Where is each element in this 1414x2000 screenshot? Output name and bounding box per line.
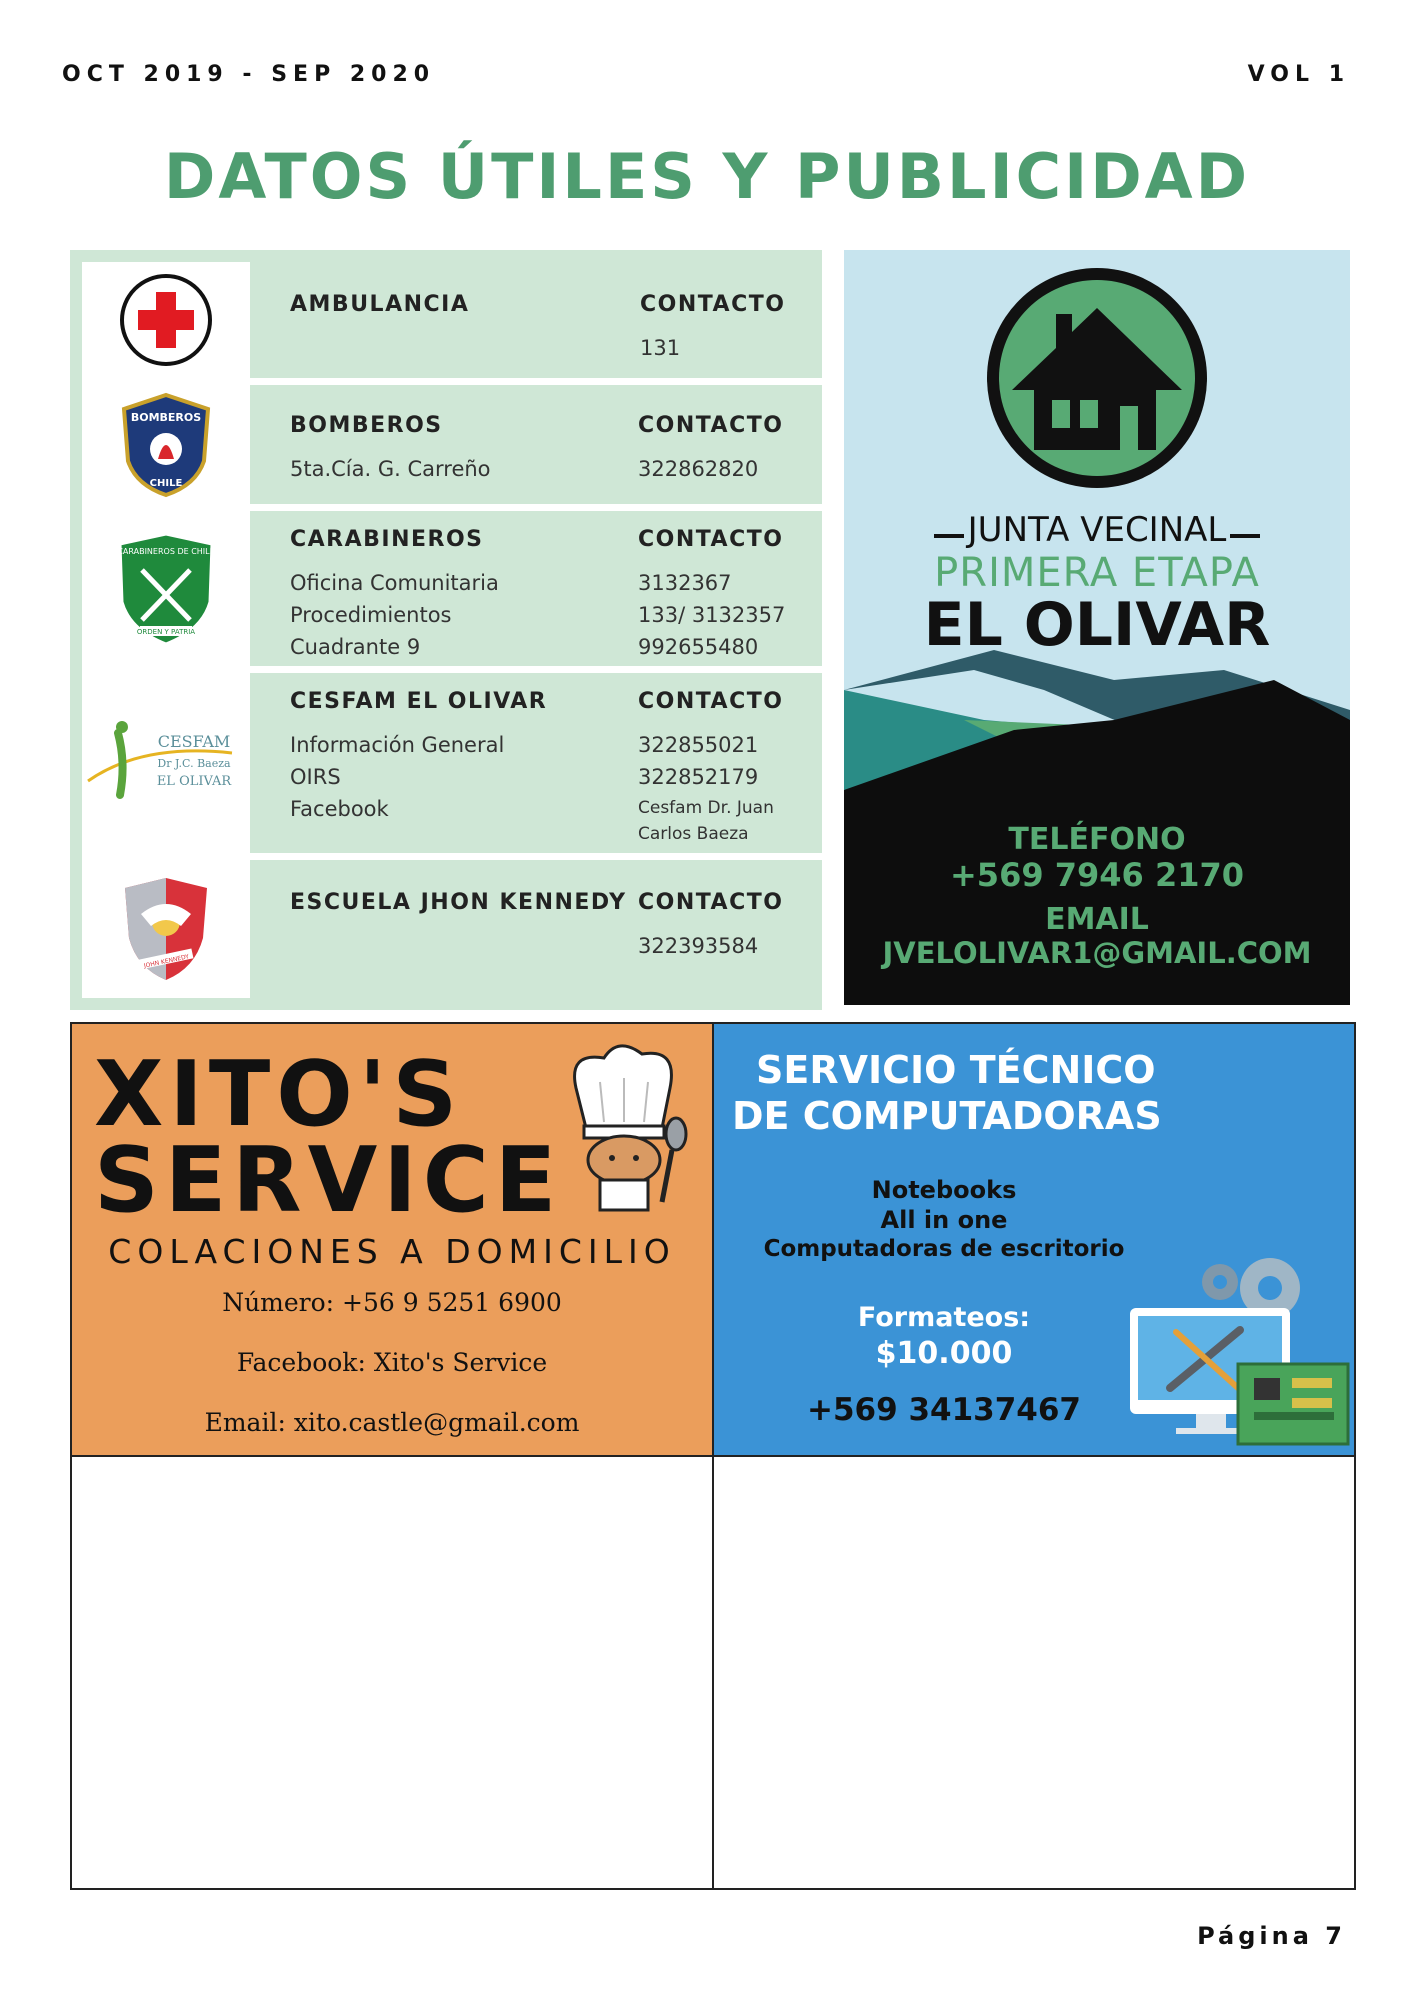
email-label: EMAIL xyxy=(1045,902,1149,937)
xito-title-2: SERVICE xyxy=(94,1128,563,1233)
contact-directory xyxy=(70,250,822,1010)
svg-text:CHILE: CHILE xyxy=(149,477,183,489)
row-divider xyxy=(82,378,822,385)
pc-title-1: SERVICIO TÉCNICO xyxy=(756,1048,1156,1092)
carabineros-shield-icon xyxy=(82,511,250,666)
service-name: AMBULANCIA xyxy=(290,292,470,317)
pc-phone: +569 34137467 xyxy=(806,1392,1082,1428)
service-detail: Facebook xyxy=(290,797,389,821)
contact-note: Carlos Baeza xyxy=(638,824,749,844)
contact-number: 322855021 xyxy=(638,733,759,757)
bomberos-badge-icon xyxy=(82,385,250,504)
junta-vecinal-poster xyxy=(844,250,1350,1005)
svg-text:CARABINEROS DE CHILE: CARABINEROS DE CHILE xyxy=(117,546,215,556)
directory-row-ambulancia xyxy=(82,262,822,378)
contact-number: 992655480 xyxy=(638,635,759,659)
directory-row-escuela xyxy=(82,860,822,998)
service-detail: Cuadrante 9 xyxy=(290,635,421,659)
volume-label: VOL 1 xyxy=(1247,62,1350,87)
grid-horizontal-divider xyxy=(70,1455,1356,1457)
xito-subtitle: COLACIONES A DOMICILIO xyxy=(108,1232,676,1271)
service-detail: Oficina Comunitaria xyxy=(290,571,499,595)
directory-row-cesfam xyxy=(82,673,822,853)
xitos-service-ad xyxy=(72,1024,712,1455)
service-detail: OIRS xyxy=(290,765,341,789)
svg-text:EL OLIVAR: EL OLIVAR xyxy=(156,774,232,789)
pc-item: All in one xyxy=(880,1206,1008,1234)
email-address: JVELOLIVAR1@GMAIL.COM xyxy=(882,936,1312,970)
xito-facebook: Facebook: Xito's Service xyxy=(236,1348,548,1377)
service-detail: Procedimientos xyxy=(290,603,452,627)
row-divider xyxy=(82,666,822,673)
pc-item: Computadoras de escritorio xyxy=(763,1236,1125,1262)
service-detail: Información General xyxy=(290,733,505,757)
svg-text:BOMBEROS: BOMBEROS xyxy=(130,410,202,424)
directory-row-bomberos xyxy=(82,385,822,504)
contact-label: CONTACTO xyxy=(638,689,784,714)
contact-label: CONTACTO xyxy=(640,292,786,317)
contact-number: 322862820 xyxy=(638,457,759,481)
red-cross-icon xyxy=(82,262,250,378)
service-name: CARABINEROS xyxy=(290,527,484,552)
contact-number: 322393584 xyxy=(638,934,759,958)
svg-text:JOHN KENNEDY: JOHN KENNEDY xyxy=(143,953,190,970)
row-divider xyxy=(82,853,822,860)
page-number: Página 7 xyxy=(1197,1922,1346,1950)
pc-title-2: DE COMPUTADORAS xyxy=(732,1094,1162,1138)
contact-number: 322852179 xyxy=(638,765,759,789)
contact-label: CONTACTO xyxy=(638,890,784,915)
cesfam-logo-icon xyxy=(82,673,250,853)
xito-phone: Número: +56 9 5251 6900 xyxy=(222,1288,562,1317)
xito-email: Email: xito.castle@gmail.com xyxy=(204,1408,580,1437)
computer-repair-illustration xyxy=(1110,1248,1350,1448)
svg-text:CESFAM: CESFAM xyxy=(157,732,231,751)
contact-number: 131 xyxy=(640,336,681,360)
school-crest-icon xyxy=(82,860,250,998)
service-name: CESFAM EL OLIVAR xyxy=(290,689,548,714)
computer-service-ad xyxy=(714,1024,1354,1455)
contact-note: Cesfam Dr. Juan xyxy=(638,798,774,818)
format-label: Formateos: xyxy=(857,1302,1031,1333)
svg-text:Dr J.C. Baeza: Dr J.C. Baeza xyxy=(157,757,231,770)
row-divider xyxy=(82,504,822,511)
service-detail: 5ta.Cía. G. Carreño xyxy=(290,457,491,481)
chef-mascot-icon xyxy=(558,1042,690,1214)
contact-label: CONTACTO xyxy=(638,527,784,552)
directory-row-carabineros xyxy=(82,511,822,666)
page-title: DATOS ÚTILES Y PUBLICIDAD xyxy=(163,140,1251,213)
phone-label: TELÉFONO xyxy=(1008,822,1186,857)
phone-number: +569 7946 2170 xyxy=(949,856,1244,894)
junta-vecinal-label: JUNTA VECINAL xyxy=(967,510,1227,550)
date-range: OCT 2019 - SEP 2020 xyxy=(62,62,436,87)
contact-number: 133/ 3132357 xyxy=(638,603,786,627)
format-price: $10.000 xyxy=(875,1336,1013,1371)
service-name: ESCUELA JHON KENNEDY xyxy=(290,890,627,915)
primera-etapa-label: PRIMERA ETAPA xyxy=(934,550,1260,596)
service-name: BOMBEROS xyxy=(290,413,443,438)
contact-number: 3132367 xyxy=(638,571,732,595)
pc-item: Notebooks xyxy=(871,1176,1017,1204)
contact-label: CONTACTO xyxy=(638,413,784,438)
xito-title-1: XITO'S xyxy=(94,1042,464,1147)
svg-text:ORDEN Y PATRIA: ORDEN Y PATRIA xyxy=(136,627,196,636)
el-olivar-label: EL OLIVAR xyxy=(923,590,1271,660)
